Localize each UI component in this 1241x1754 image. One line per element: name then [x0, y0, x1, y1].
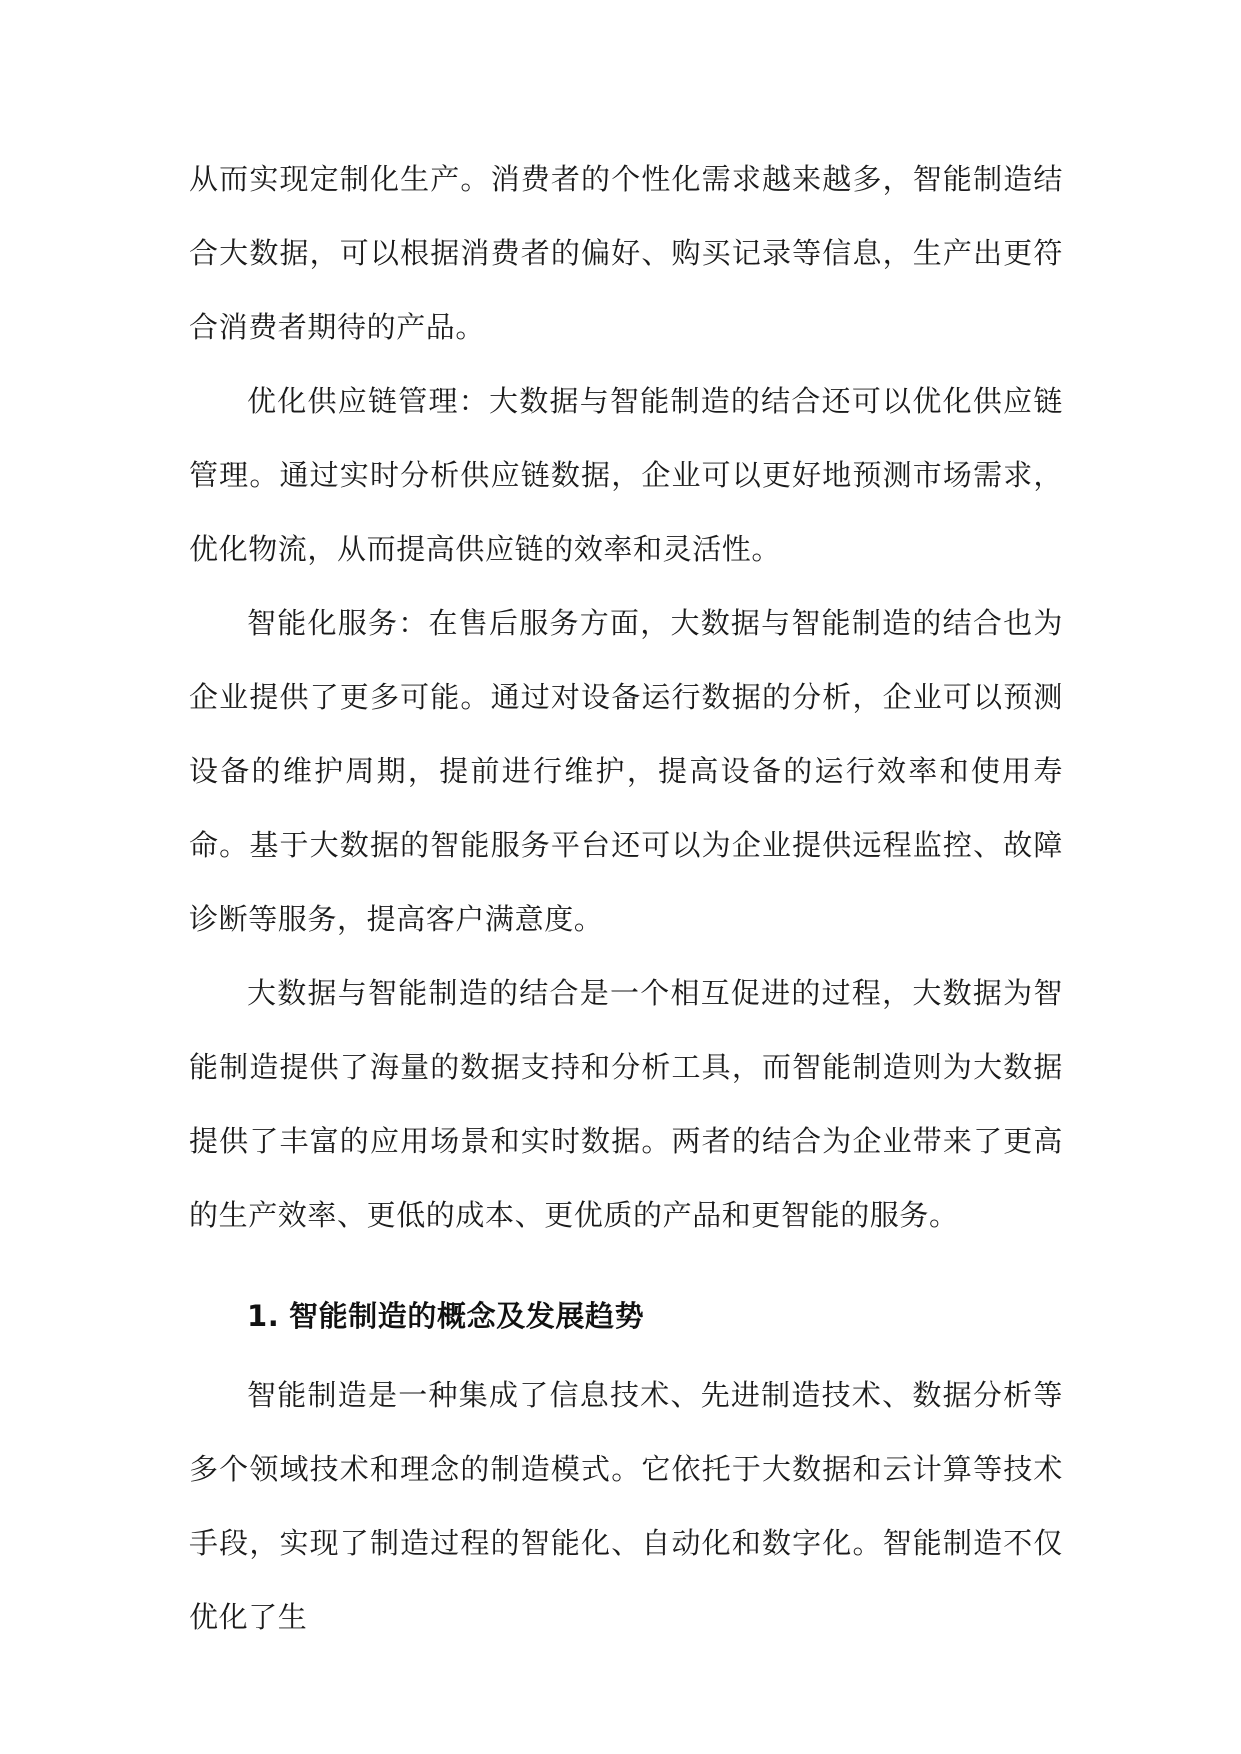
paragraph-custom-production: 从而实现定制化生产。消费者的个性化需求越来越多，智能制造结合大数据，可以根据消费者的偏好、购买记录等信息，生产出更符合消费者期待的产品。 — [189, 162, 1063, 344]
section-title: 智能制造的概念及发展趋势 — [289, 1299, 645, 1333]
paragraph-intelligent-service: 智能化服务：在售后服务方面，大数据与智能制造的结合也为企业提供了更多可能。通过对设备运行数据的分析，企业可以预测设备的维护周期，提前进行维护，提高设备的运行效率和使用寿命。基于大数据的智能服务平台还可以为企业提供远程监控、故障诊断等服务，提高客户满意度。 — [189, 606, 1063, 936]
section-heading — [189, 1274, 1063, 1358]
document-body — [189, 142, 1063, 1654]
paragraph-intelligent-manufacturing-definition: 智能制造是一种集成了信息技术、先进制造技术、数据分析等多个领域技术和理念的制造模式。它依托于大数据和云计算等技术手段，实现了制造过程的智能化、自动化和数字化。智能制造不仅优化了生 — [189, 1378, 1063, 1634]
paragraph-mutual-promotion: 大数据与智能制造的结合是一个相互促进的过程，大数据为智能制造提供了海量的数据支持和分析工具，而智能制造则为大数据提供了丰富的应用场景和实时数据。两者的结合为企业带来了更高的生产效率、更低的成本、更优质的产品和更智能的服务。 — [189, 976, 1063, 1232]
paragraph-supply-chain: 优化供应链管理：大数据与智能制造的结合还可以优化供应链管理。通过实时分析供应链数据，企业可以更好地预测市场需求，优化物流，从而提高供应链的效率和灵活性。 — [189, 384, 1063, 566]
section-number: 1. — [247, 1299, 280, 1333]
